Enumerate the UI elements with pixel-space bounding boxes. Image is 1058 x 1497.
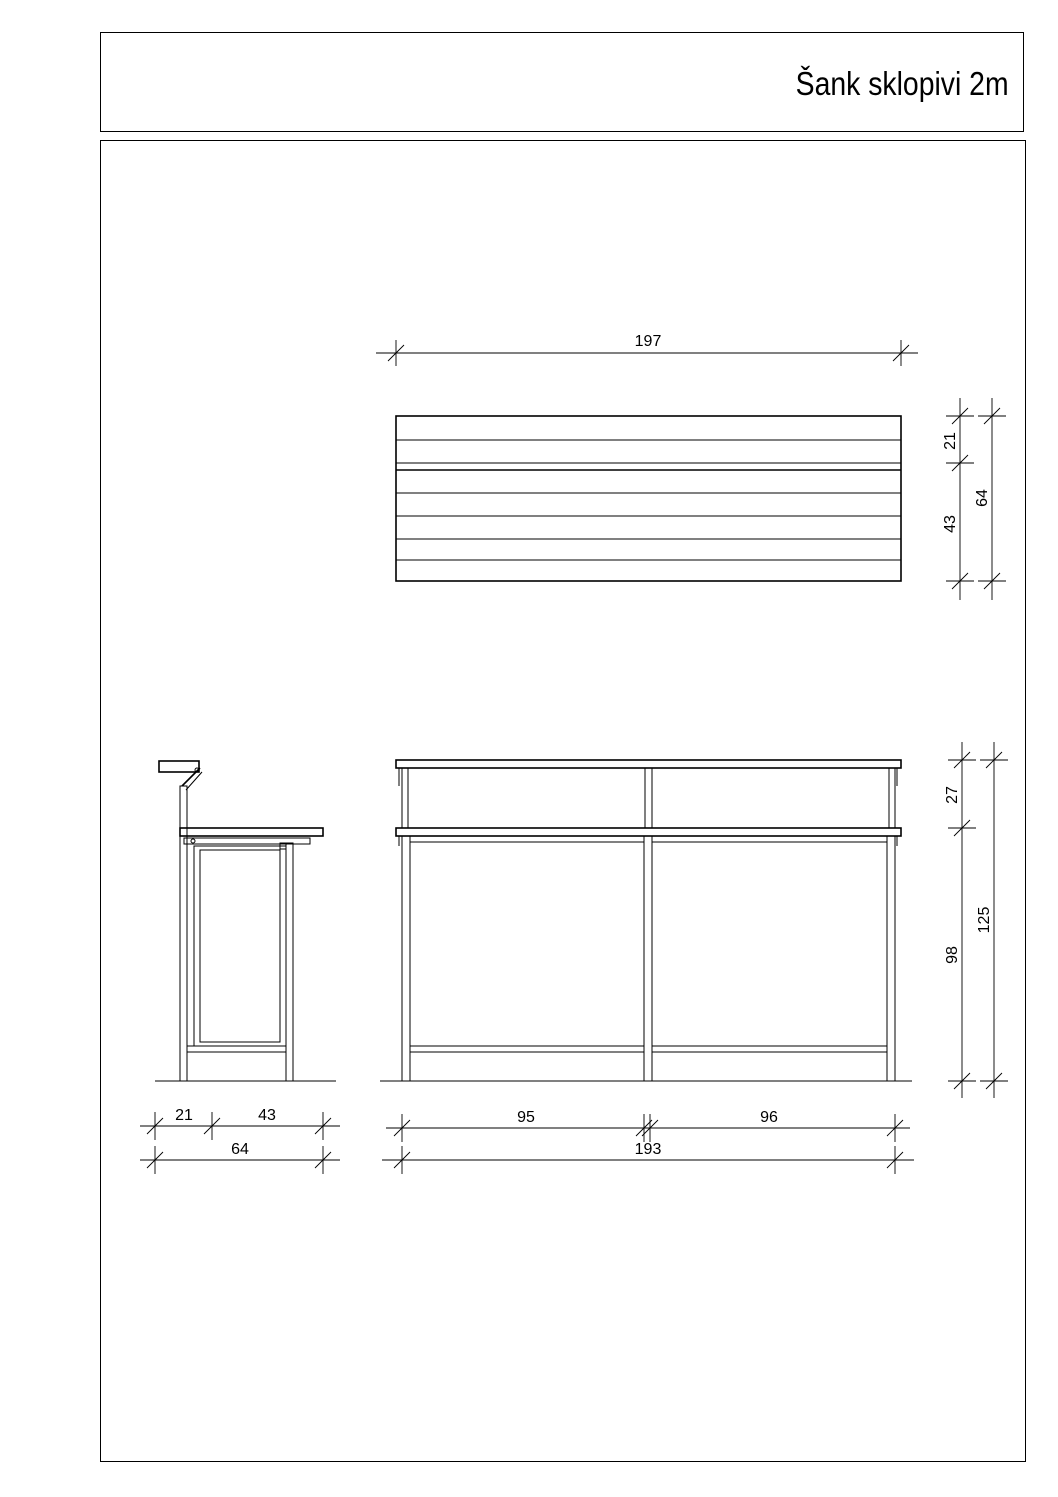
side-panel-outer (194, 846, 286, 1046)
front-view (380, 760, 912, 1081)
front-lower-height-label: 98 (944, 946, 961, 964)
front-right-width-label: 96 (760, 1109, 778, 1126)
side-back-depth-label: 43 (258, 1107, 276, 1124)
front-bottom-rail (652, 1046, 887, 1052)
front-total-height-label: 125 (976, 906, 993, 934)
front-total-width-label: 193 (634, 1141, 662, 1158)
plan-depth-back-label: 43 (942, 515, 959, 533)
front-lower-post (402, 836, 410, 1081)
side-top-shelf (159, 761, 199, 772)
plan-width-dimension (376, 333, 918, 366)
side-counter-top (180, 828, 323, 836)
front-upper-post (645, 768, 652, 828)
side-view (155, 761, 336, 1081)
side-front-depth-label: 21 (175, 1107, 193, 1124)
front-upper-post (889, 768, 895, 828)
side-total-depth-label: 64 (231, 1141, 249, 1158)
front-bottom-rail (410, 1046, 644, 1052)
drawing-title: Šank sklopivi 2m (796, 65, 1009, 102)
front-width-dimensions (382, 1109, 914, 1174)
side-rear-post (180, 786, 187, 1081)
front-top-board (396, 760, 901, 768)
front-upper-post (402, 768, 408, 828)
side-panel-inner (200, 850, 280, 1042)
side-depth-dimensions (140, 1107, 340, 1174)
plan-outline (396, 416, 901, 581)
front-left-width-label: 95 (517, 1109, 535, 1126)
front-lower-post (644, 836, 652, 1081)
side-front-post (286, 843, 293, 1081)
front-lower-post (887, 836, 895, 1081)
plan-depth-front-label: 21 (942, 432, 959, 450)
plan-view (396, 416, 901, 581)
front-upper-height-label: 27 (944, 786, 961, 804)
front-counter-board (396, 828, 901, 836)
plan-width-label: 197 (634, 333, 662, 350)
plan-depth-dimensions (942, 398, 1006, 600)
plan-depth-total-label: 64 (974, 489, 991, 507)
front-height-dimensions (944, 742, 1008, 1098)
